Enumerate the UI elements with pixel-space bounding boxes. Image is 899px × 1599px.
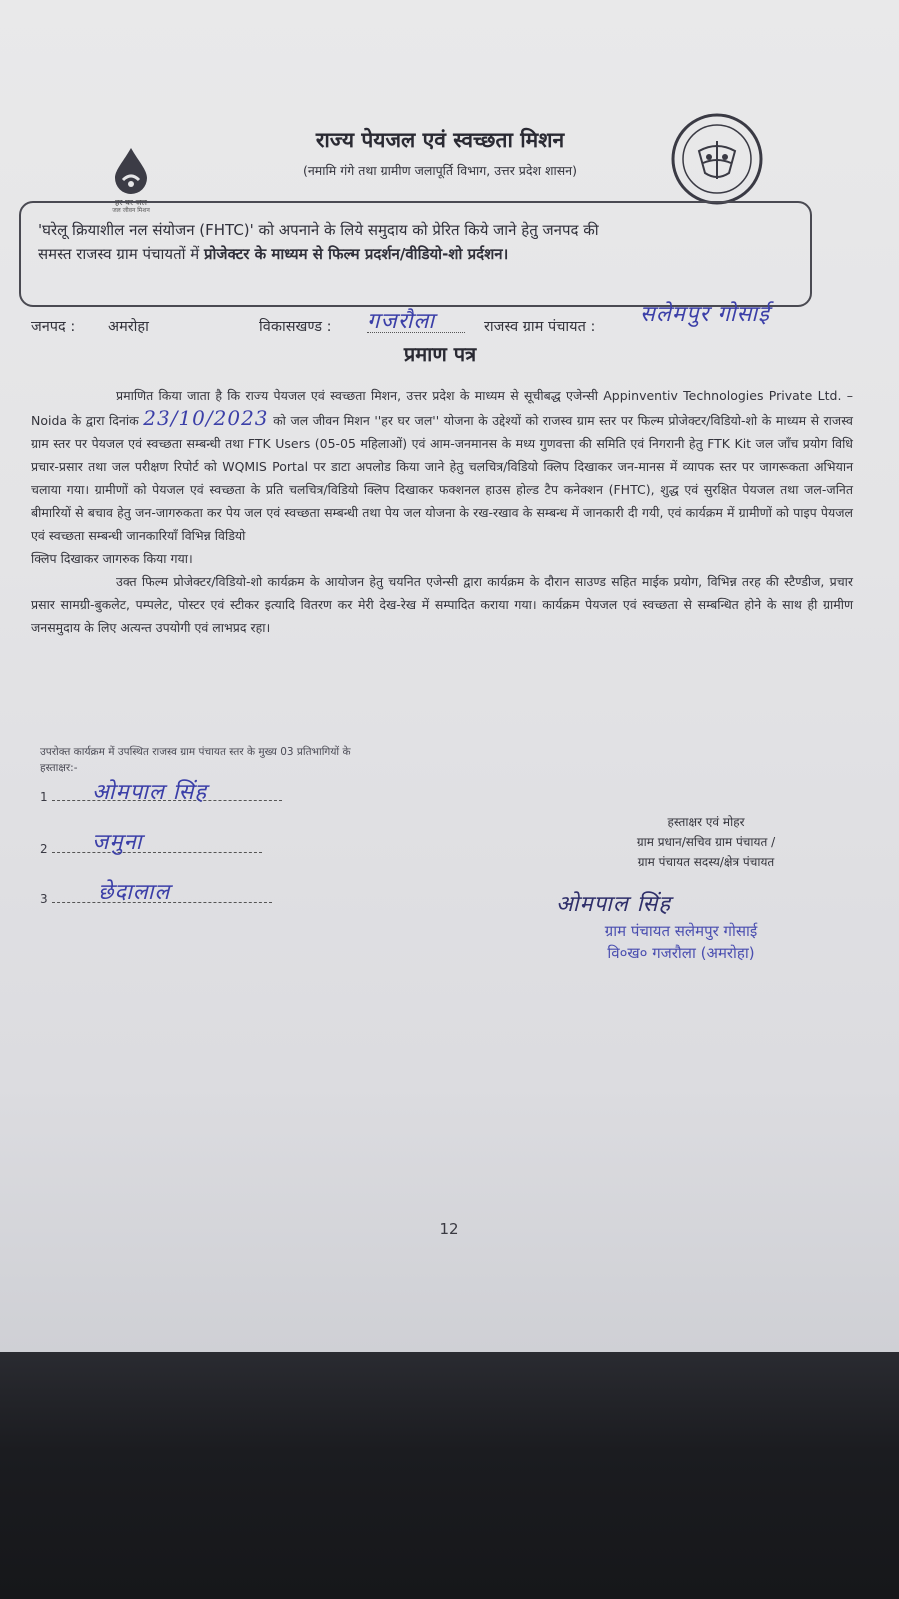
header-subtitle: (नमामि गंगे तथा ग्रामीण जलापूर्ति विभाग, उत्तर प्रदेश शासन) [302,163,577,178]
signatory-block [546,812,866,872]
participant-1-number: 1 [40,790,48,804]
signatory-line1: हस्ताक्षर एवं मोहर [667,815,745,829]
signatory-signature: ओमपाल सिंह [556,892,672,917]
header-title: राज्य पेयजल एवं स्वच्छता मिशन [315,128,565,152]
district-label: जनपद : [31,319,76,335]
district-value: अमरोहा [108,319,149,335]
water-drop-icon [109,146,153,194]
stamp-line1: ग्राम पंचायत सलेमपुर गोसाई [604,922,758,940]
banner-line2-bold: प्रोजेक्टर के माध्यम से फिल्म प्रदर्शन/वीडियो-शो प्रर्दशन। [204,245,509,263]
signatory-line2: ग्राम प्रधान/सचिव ग्राम पंचायत / [636,835,776,849]
block-value-handwritten: गजरौला [367,309,436,334]
body-paragraph-2: उक्त फिल्म प्रोजेक्टर/विडियो-शो कार्यक्रम के आयोजन हेतु चयनित एजेन्सी द्वारा कार्यक्रम के दौरान साउण्ड सहित माईक प्रयोग, विभिन्न तरह की स्टैण्डीज, प्रचार प्रसार सामग्री-बुकलेट, पम्पलेट, पोस्टर एवं स्टीकर इत्यादि वितरण कर मेरी देख-रेख में सम्पादित कराया गया। कार्यक्रम पेयजल एवं स्वच्छता से सम्बन्धित होने के साथ ही ग्रामीण जनसमुदाय के लिए अत्यन्त उपयोगी एवं लाभप्रद रहा। [31,574,853,635]
body-p1-rest: को जल जीवन मिशन ''हर घर जल'' योजना के उद्देश्यों को राजस्व ग्राम स्तर पर फिल्म प्रोजेक्टर/विडियो-शो के माध्यम से राजस्व ग्राम स्तर पर पेयजल एवं स्वच्छता सम्बन्धी तथा FTK Users (05-05 महिलाओं) एवं आम-जनमानस के मध्य गुणवत्ता की समिति एवं निगरानी हेतु FTK Kit जल जाँच प्रयोग विधि प्रचार-प्रसार तथा जल परीक्षण रिपोर्ट को WQMIS Portal पर डाटा अपलोड किया जाने हेतु चलचित्र/विडियो क्लिप दिखाकर जन-मानस में व्यापक स्तर पर जागरूकता अभियान चलाया गया। ग्रामीणों को पेयजल एवं स्वच्छता के प्रति चलचित्र/विडियो क्लिप दिखाकर फक्शनल हाउस होल्ड टैप कनेक्शन (FHTC), शुद्ध एवं सुरक्षित पेयजल तथा जल-जनित बीमारियों से बचाव हेतु जन-जागरुकता कर पेय जल एवं स्वच्छता सम्बन्धी तथा पेय जल योजना के रख-रखाव के सम्बन्ध में जानकारी दी गयी, एवं कार्यक्रम में ग्रामीणों को पाइप पेयजल एवं स्वच्छता सम्बन्धी जानकारियाँ विभिन्न विडियो [31,413,854,543]
participants-note-line1: उपरोक्त कार्यक्रम में उपस्थित राजस्व ग्राम पंचायत स्तर के मुख्य 03 प्रतिभागियों के [40,746,351,758]
participants-note-line2: हस्ताक्षर:- [40,762,78,774]
banner-line1: 'घरेलू क्रियाशील नल संयोजन (FHTC)' को अपनाने के लिये समुदाय को प्रेरित किये जाने हेतु जनपद की [38,221,599,239]
panchayat-label: राजस्व ग्राम पंचायत : [484,319,596,335]
banner-line2-prefix: समस्त राजस्व ग्राम पंचायतों में [38,245,205,263]
body-p1-end: क्लिप दिखाकर जागरुक किया गया। [31,551,193,566]
page-number: 12 [439,1220,459,1238]
block-underline [367,332,465,333]
participant-2-signature: जमुना [92,830,143,855]
logo-text-line2: जल जीवन मिशन [112,207,150,214]
participant-1-signature: ओमपाल सिंह [92,780,208,805]
banner-line2 [38,242,798,266]
dark-background [0,1352,899,1599]
handwritten-date: 23/10/2023 [143,406,269,430]
body-p1-start: प्रमाणित किया जाता है कि राज्य पेयजल एवं स्वच्छता मिशन, उत्तर प्रदेश के माध्यम से सूचीबद्ध एजेन्सी Appinventiv Technologies Private Ltd. – Noida के द्वारा दिनांक [31,388,853,428]
logo-text-line1: हर घर जल [115,198,147,207]
certificate-title: प्रमाण पत्र [403,342,477,366]
participant-2-line [52,852,262,853]
banner-text [38,218,798,266]
block-label: विकासखण्ड : [259,319,332,335]
certificate-body [31,384,853,639]
panchayat-value-handwritten: सलेमपुर गोसाई [640,302,770,327]
participant-3-number: 3 [40,892,48,906]
body-paragraph-1 [31,384,853,547]
participant-2-number: 2 [40,842,48,856]
participant-3-signature: छेदालाल [98,880,171,905]
signatory-line3: ग्राम पंचायत सदस्य/क्षेत्र पंचायत [637,855,775,869]
participants-note [40,744,540,776]
official-stamp [561,920,801,964]
stamp-line2: वि०ख० गजरौला (अमरोहा) [607,944,755,962]
up-government-emblem-icon [669,111,765,207]
